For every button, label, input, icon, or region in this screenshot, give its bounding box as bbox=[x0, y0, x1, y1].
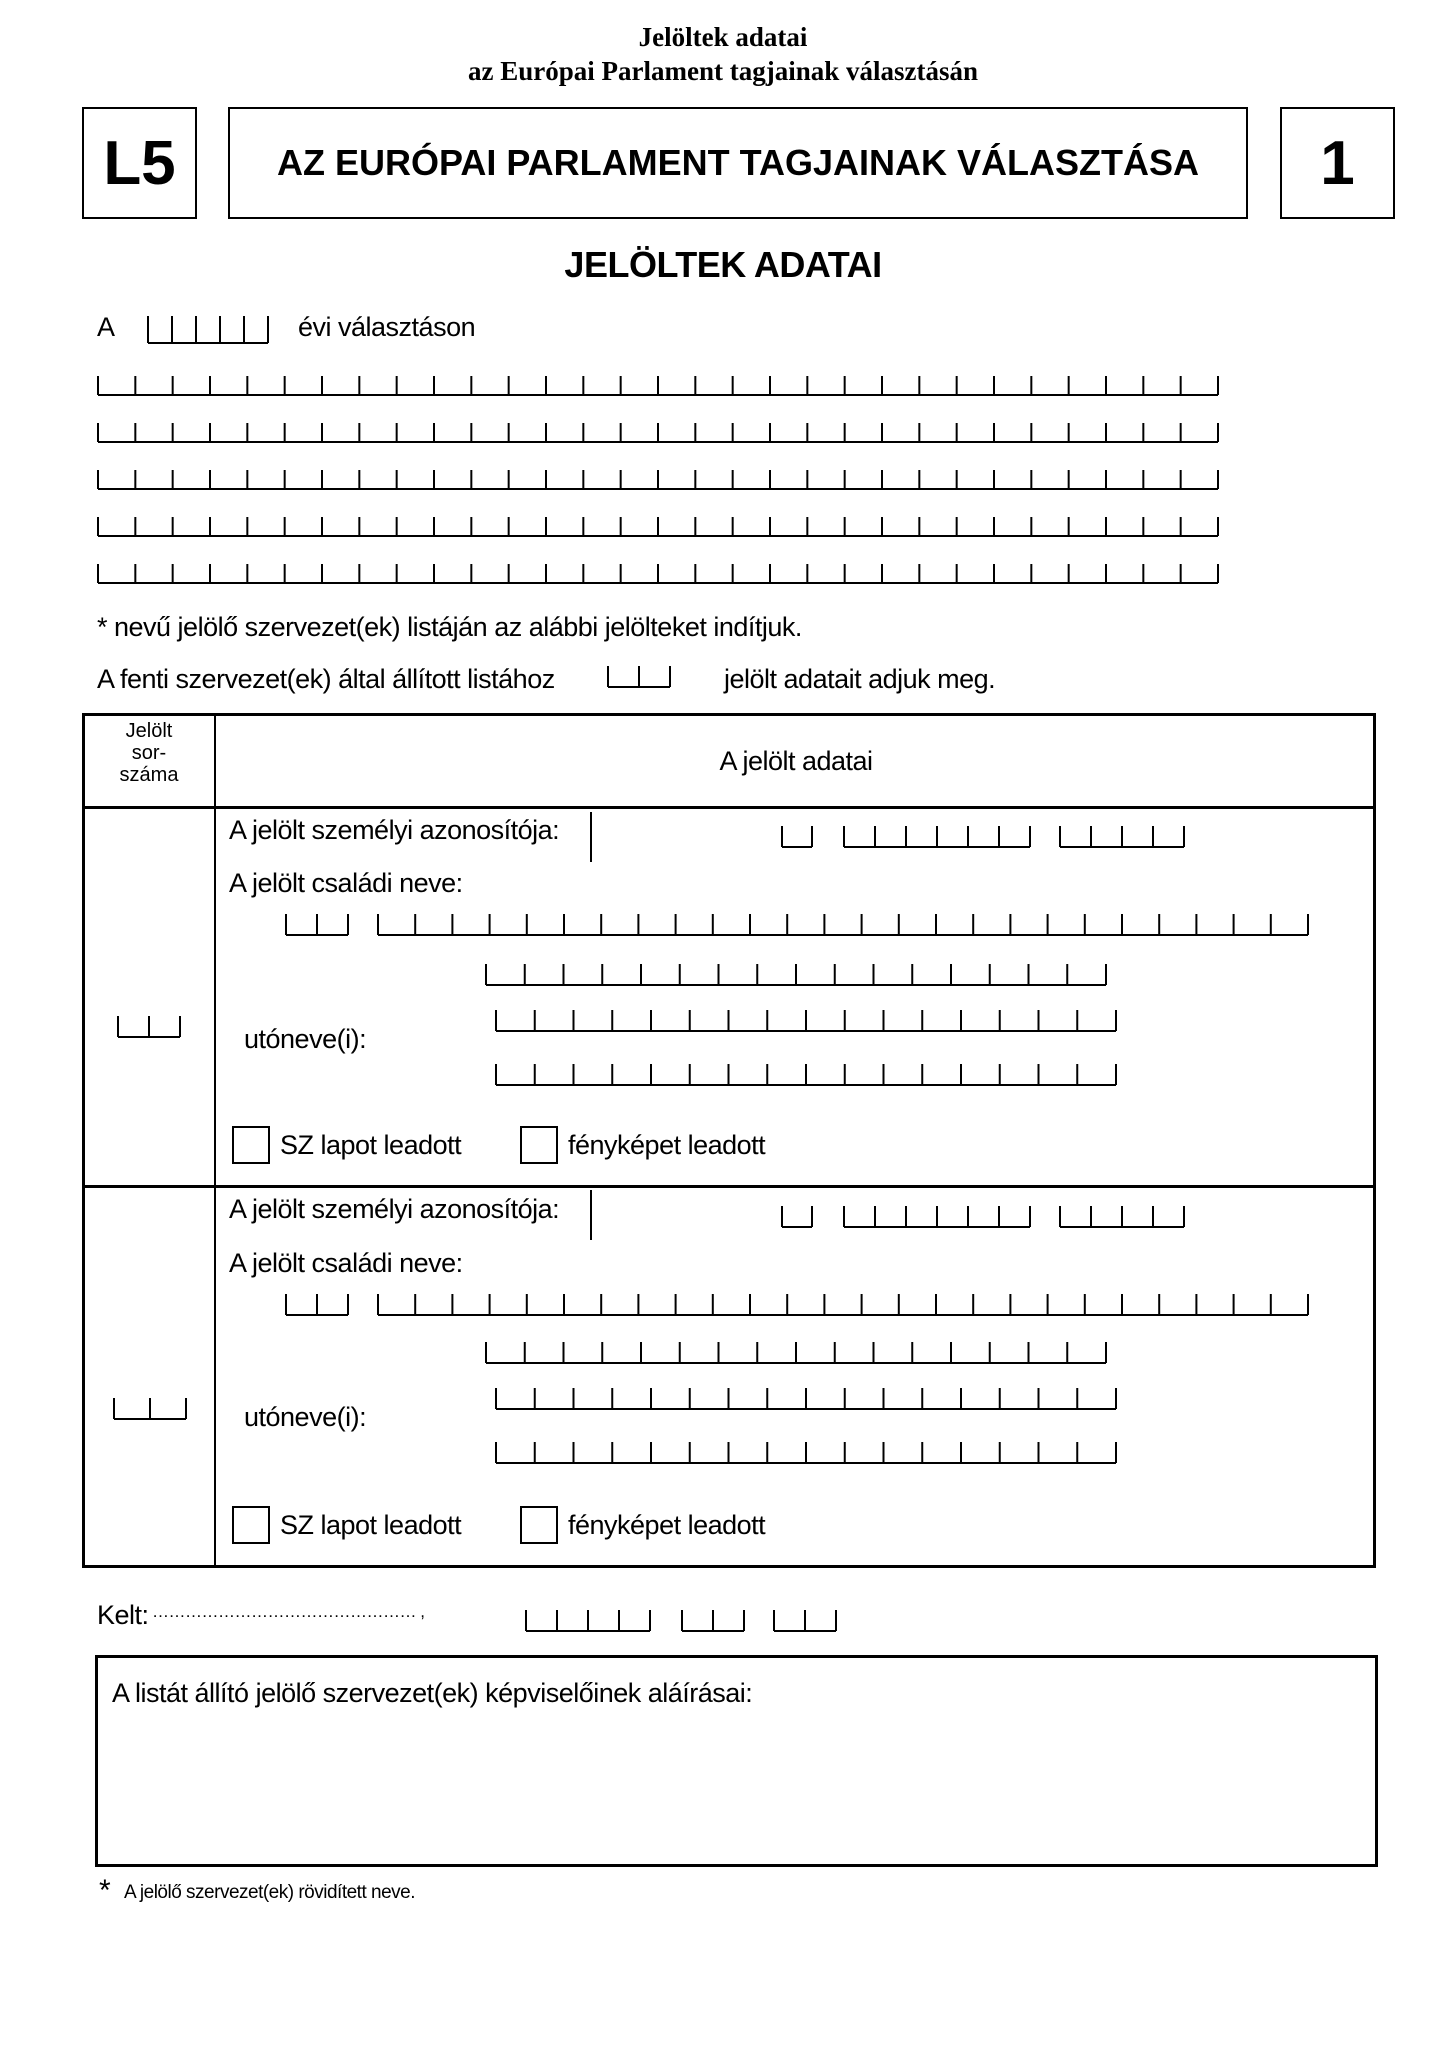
candidate-1-family-prefix[interactable] bbox=[284, 906, 350, 938]
year-suffix: évi választáson bbox=[298, 312, 476, 342]
candidate-1-sz-label: SZ lapot leadott bbox=[280, 1130, 462, 1160]
table-row-divider bbox=[82, 1185, 1376, 1188]
table-header-divider bbox=[82, 806, 1376, 809]
candidate-1-given-row-2[interactable] bbox=[494, 1056, 1118, 1088]
column-header-data: A jelölt adatai bbox=[719, 746, 873, 776]
candidate-1-number-input[interactable] bbox=[116, 1008, 182, 1040]
footnote-star: * bbox=[99, 1874, 111, 1907]
candidate-2-photo-label: fényképet leadott bbox=[568, 1510, 766, 1540]
candidate-2-id-part-1[interactable] bbox=[780, 1198, 814, 1230]
column-header-number-line-2: sor- bbox=[131, 742, 167, 764]
list-prefix: A fenti szervezet(ek) által állított listához bbox=[97, 664, 555, 694]
candidate-2-family-row-1[interactable] bbox=[376, 1286, 1310, 1318]
candidate-1-given-row-1[interactable] bbox=[494, 1002, 1118, 1034]
form-title: JELÖLTEK ADATAI bbox=[564, 244, 882, 285]
candidate-2-number-input[interactable] bbox=[112, 1390, 188, 1422]
candidate-2-id-part-3[interactable] bbox=[1058, 1198, 1186, 1230]
table-column-divider bbox=[214, 713, 216, 1568]
header-line-1: Jelöltek adatai bbox=[638, 22, 808, 52]
candidate-1-sz-checkbox[interactable] bbox=[232, 1126, 270, 1164]
candidate-1-family-row-1[interactable] bbox=[376, 906, 1310, 938]
org-name-row-5[interactable] bbox=[96, 556, 1220, 586]
form-title-box: AZ EURÓPAI PARLAMENT TAGJAINAK VÁLASZTÁSA bbox=[228, 107, 1248, 219]
column-header-number bbox=[84, 720, 214, 786]
kelt-year-input[interactable] bbox=[524, 1602, 652, 1634]
kelt-label: Kelt: bbox=[97, 1600, 149, 1630]
candidate-1-id-part-1[interactable] bbox=[780, 818, 814, 850]
nominee-note: * nevű jelölő szervezet(ek) listáján az alábbi jelölteket indítjuk. bbox=[97, 612, 802, 642]
kelt-month-input[interactable] bbox=[680, 1602, 746, 1634]
org-name-row-2[interactable] bbox=[96, 415, 1220, 445]
candidate-2-given-label: utóneve(i): bbox=[244, 1402, 367, 1432]
candidate-2-sz-checkbox[interactable] bbox=[232, 1506, 270, 1544]
form-code-box: L5 bbox=[82, 107, 197, 219]
column-header-number-line-3: száma bbox=[119, 764, 179, 786]
list-suffix: jelölt adatait adjuk meg. bbox=[724, 664, 996, 694]
candidate-1-family-row-2[interactable] bbox=[484, 956, 1108, 988]
kelt-place-field[interactable]: ………………………………………… , bbox=[152, 1602, 425, 1621]
candidate-1-given-label: utóneve(i): bbox=[244, 1024, 367, 1054]
year-prefix: A bbox=[97, 312, 115, 342]
org-name-row-3[interactable] bbox=[96, 462, 1220, 492]
candidate-2-given-row-2[interactable] bbox=[494, 1434, 1118, 1466]
candidate-2-id-part-2[interactable] bbox=[842, 1198, 1032, 1230]
header-line-2: az Európai Parlament tagjainak választásán bbox=[468, 56, 978, 86]
candidate-1-photo-checkbox[interactable] bbox=[520, 1126, 558, 1164]
page-number-box: 1 bbox=[1280, 107, 1395, 219]
candidate-2-id-label: A jelölt személyi azonosítója: bbox=[229, 1194, 560, 1224]
org-name-row-1[interactable] bbox=[96, 368, 1220, 398]
candidate-count-input[interactable] bbox=[606, 658, 672, 690]
candidate-1-photo-label: fényképet leadott bbox=[568, 1130, 766, 1160]
candidate-2-family-prefix[interactable] bbox=[284, 1286, 350, 1318]
candidate-2-family-row-2[interactable] bbox=[484, 1334, 1108, 1366]
candidate-2-sz-label: SZ lapot leadott bbox=[280, 1510, 462, 1540]
candidate-1-family-label: A jelölt családi neve: bbox=[229, 868, 463, 898]
signature-label: A listát állító jelölő szervezet(ek) képviselőinek aláírásai: bbox=[112, 1678, 753, 1708]
candidate-2-family-label: A jelölt családi neve: bbox=[229, 1248, 463, 1278]
footnote-text: A jelölő szervezet(ek) rövidített neve. bbox=[124, 1882, 415, 1903]
kelt-day-input[interactable] bbox=[772, 1602, 838, 1634]
candidate-1-id-separator bbox=[590, 812, 592, 862]
candidate-2-id-separator bbox=[590, 1190, 592, 1240]
year-input[interactable] bbox=[146, 306, 270, 346]
candidate-1-id-part-3[interactable] bbox=[1058, 818, 1186, 850]
candidate-2-photo-checkbox[interactable] bbox=[520, 1506, 558, 1544]
candidate-2-given-row-1[interactable] bbox=[494, 1380, 1118, 1412]
candidate-1-id-label: A jelölt személyi azonosítója: bbox=[229, 815, 560, 845]
column-header-number-line-1: Jelölt bbox=[125, 720, 173, 742]
org-name-row-4[interactable] bbox=[96, 509, 1220, 539]
candidate-1-id-part-2[interactable] bbox=[842, 818, 1032, 850]
